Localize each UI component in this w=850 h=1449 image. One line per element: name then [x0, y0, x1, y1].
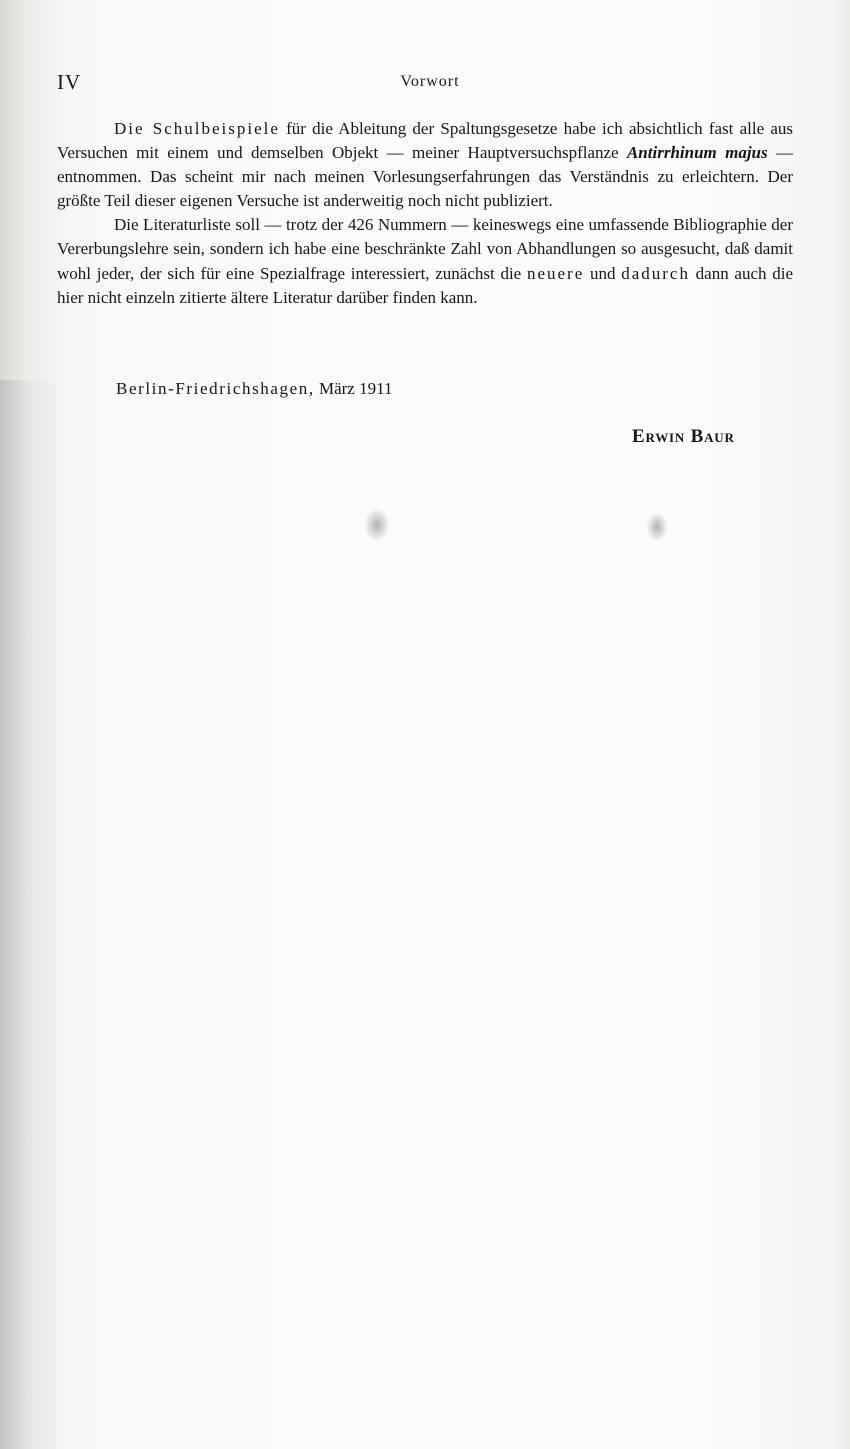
- place: Berlin-Friedrichshagen,: [116, 379, 315, 398]
- paragraph-1-spaced-start: Die Schulbeispiele: [114, 119, 280, 138]
- running-head: Vorwort: [400, 73, 460, 90]
- scan-smudge: [646, 512, 668, 542]
- paragraph-2-text-c: dann auch die hier nicht einzeln zitierte ältere Literatur darüber finden kann.: [57, 263, 793, 307]
- paragraph-1-text-b: — entnommen. Das scheint mir nach meinen Vorlesungserfahrungen das Verständnis zu erleichtern. Der größte Teil dieser eigenen Versuche ist anderweitig noch nicht publiziert.: [57, 143, 793, 211]
- scan-shadow: [0, 380, 70, 1449]
- scan-smudge: [364, 508, 390, 542]
- paragraph-1-text-a: für die Ableitung der Spaltungsgesetze habe ich absichtlich fast alle aus Versuchen mit einem und demselben Objekt — meiner Hauptversuchspflanze: [57, 119, 793, 163]
- paragraph-2-spaced-dadurch: dadurch: [621, 263, 690, 283]
- place-date-line: [116, 379, 392, 399]
- species-name: Antirrhinum majus: [626, 143, 768, 163]
- paragraph-2-text-a: Die Literaturliste soll — trotz der 426 Nummern — keineswegs eine umfassende Bibliographie der Vererbungslehre sein, sondern ich habe eine beschränkte Zahl von Abhandlungen so ausgesucht, daß damit wohl jeder, der sich für eine Spezialfrage interessiert, zunächst die: [57, 215, 793, 283]
- preface-text: [57, 117, 793, 310]
- date: März 1911: [314, 379, 393, 398]
- page-number: IV: [57, 70, 82, 94]
- paragraph-2-spaced-neuere: neuere: [526, 263, 585, 283]
- paragraph-2-text-b: und: [584, 263, 622, 283]
- paragraph-2: [57, 213, 793, 309]
- paragraph-1: [57, 117, 793, 213]
- author-signature: Erwin Baur: [632, 426, 735, 447]
